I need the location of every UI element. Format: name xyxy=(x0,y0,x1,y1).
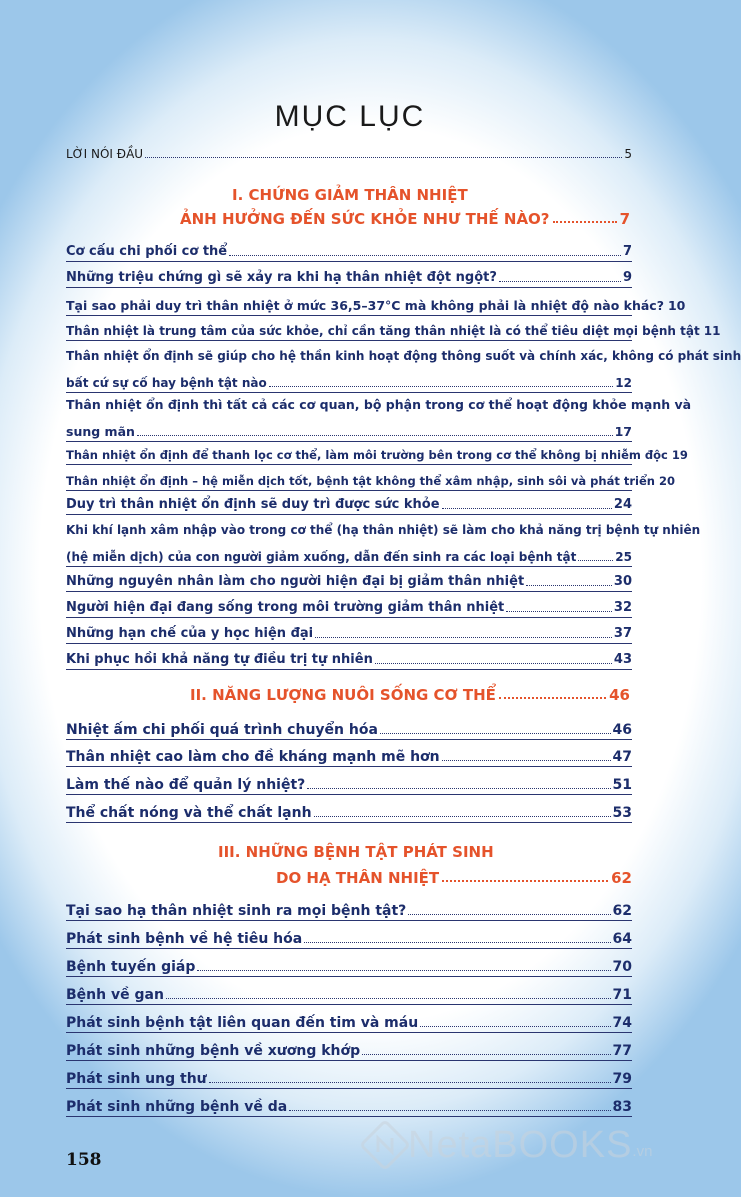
entry-page: 79 xyxy=(612,1071,632,1087)
entry-line2 xyxy=(66,375,632,393)
entry-page: 20 xyxy=(658,474,675,488)
entry-page: 30 xyxy=(613,574,632,589)
entry-text: Thân nhiệt ổn định sẽ giúp cho hệ thần kinh hoạt động thông suốt và chính xác, không có phát sinh xyxy=(66,349,741,363)
toc-entry xyxy=(66,397,692,442)
toc-entry xyxy=(66,1015,632,1033)
entry-line2 xyxy=(66,549,632,567)
toc-entry xyxy=(66,348,741,393)
entry-text: Phát sinh bệnh tật liên quan đến tim và máu xyxy=(66,1015,419,1031)
toc-entry xyxy=(66,722,632,740)
leader-dots xyxy=(506,611,612,612)
toc-entry xyxy=(66,323,721,341)
preface-page: 5 xyxy=(624,147,632,161)
entry-text: Những triệu chứng gì sẽ xảy ra khi hạ thân nhiệt đột ngột? xyxy=(66,270,497,285)
leader-dots xyxy=(362,1054,610,1055)
leader-dots xyxy=(289,1110,610,1111)
leader-dots xyxy=(307,788,610,789)
entry-page: 24 xyxy=(613,497,632,512)
entry-page: 62 xyxy=(612,903,632,919)
toc-entry xyxy=(66,805,632,823)
toc-entry xyxy=(66,473,675,491)
leader-dots xyxy=(229,255,621,256)
leader-dots xyxy=(269,386,614,387)
watermark-tld: .vn xyxy=(632,1142,653,1160)
leader-dots xyxy=(499,281,621,282)
entry-page: 11 xyxy=(703,324,721,338)
entry-text: Nhiệt ấm chi phối quá trình chuyển hóa xyxy=(66,722,378,738)
leader-dots xyxy=(197,970,610,971)
entry-page: 32 xyxy=(613,600,632,615)
entry-page: 70 xyxy=(612,959,632,975)
entry-page: 37 xyxy=(613,626,632,641)
leader-dots xyxy=(578,560,613,561)
entry-page: 17 xyxy=(614,424,632,439)
toc-entry xyxy=(66,600,632,618)
leader-dots xyxy=(526,585,612,586)
leader-dots xyxy=(442,508,612,509)
section-2-heading-text: II. NĂNG LƯỢNG NUÔI SỐNG CƠ THỂ xyxy=(190,686,496,704)
entry-text: Duy trì thân nhiệt ổn định sẽ duy trì được sức khỏe xyxy=(66,497,440,512)
leader-dots xyxy=(166,998,611,999)
page-number: 158 xyxy=(66,1150,102,1170)
leader-dots xyxy=(304,942,610,943)
leader-dots xyxy=(442,880,608,882)
entry-text: Thân nhiệt ổn định – hệ miễn dịch tốt, bệnh tật không thể xâm nhập, sinh sôi và phát triển xyxy=(66,474,655,488)
entry-text-cont: sung mãn xyxy=(66,424,135,439)
toc-entry xyxy=(66,574,632,592)
toc-entry xyxy=(66,447,688,465)
toc-entry xyxy=(66,931,632,949)
entry-page: 43 xyxy=(613,652,632,667)
entry-page: 53 xyxy=(612,805,632,821)
leader-dots xyxy=(408,914,610,915)
toc-entry xyxy=(66,298,686,316)
entry-text: Làm thế nào để quản lý nhiệt? xyxy=(66,777,306,793)
entry-text: Thân nhiệt ổn định thì tất cả các cơ quan, bộ phận trong cơ thể hoạt động khỏe mạnh và xyxy=(66,397,692,412)
netabooks-logo-icon xyxy=(362,1122,408,1168)
entry-text: Thân nhiệt cao làm cho đề kháng mạnh mẽ hơn xyxy=(66,749,440,765)
section-1-heading-text: ẢNH HƯỞNG ĐẾN SỨC KHỎE NHƯ THẾ NÀO? xyxy=(180,210,550,228)
toc-entry xyxy=(66,522,701,567)
entry-page: 12 xyxy=(615,376,632,390)
section-2-page: 46 xyxy=(609,686,630,704)
section-3-page: 62 xyxy=(611,869,632,887)
entry-text: Thể chất nóng và thể chất lạnh xyxy=(66,805,312,821)
entry-text: Thân nhiệt ổn định để thanh lọc cơ thể, làm môi trường bên trong cơ thể không bị nhiễm độc xyxy=(66,448,668,462)
entry-page: 10 xyxy=(667,298,686,313)
watermark xyxy=(362,1122,652,1168)
entry-page: 7 xyxy=(622,244,632,259)
entry-text: Những hạn chế của y học hiện đại xyxy=(66,626,314,641)
entry-page: 46 xyxy=(612,722,632,738)
entry-page: 9 xyxy=(622,270,632,285)
section-3-heading-text: DO HẠ THÂN NHIỆT xyxy=(276,869,440,887)
leader-dots xyxy=(315,637,612,638)
toc-entry xyxy=(66,270,632,288)
entry-text: Phát sinh ung thư xyxy=(66,1071,207,1087)
entry-text: Bệnh về gan xyxy=(66,987,164,1003)
entry-page: 51 xyxy=(612,777,632,793)
entry-text: Tại sao phải duy trì thân nhiệt ở mức 36,5–37°C mà không phải là nhiệt độ nào khác? xyxy=(66,298,664,313)
entry-line2 xyxy=(66,424,632,442)
preface-label: LỜI NÓI ĐẦU xyxy=(66,147,144,161)
section-1-heading-line2 xyxy=(180,210,630,228)
entry-text-cont: bất cứ sự cố hay bệnh tật nào xyxy=(66,376,267,390)
toc-entry xyxy=(66,987,632,1005)
toc-entry xyxy=(66,244,632,262)
entry-page: 64 xyxy=(612,931,632,947)
entry-text: Thân nhiệt là trung tâm của sức khỏe, chỉ cần tăng thân nhiệt là có thể tiêu diệt mọi bệnh tật xyxy=(66,324,700,338)
watermark-name: NetaBOOKS xyxy=(408,1123,633,1166)
entry-page: 25 xyxy=(615,550,632,564)
entry-page: 83 xyxy=(612,1099,632,1115)
toc-entry xyxy=(66,749,632,767)
leader-dots xyxy=(553,221,617,223)
entry-page: 19 xyxy=(671,448,688,462)
toc-entry xyxy=(66,777,632,795)
section-1-heading-line1: I. CHỨNG GIẢM THÂN NHIỆT xyxy=(232,186,468,204)
toc-entry xyxy=(66,626,632,644)
leader-dots xyxy=(420,1026,610,1027)
leader-dots xyxy=(442,760,611,761)
leader-dots xyxy=(137,435,613,436)
entry-page: 47 xyxy=(612,749,632,765)
entry-text: Phát sinh những bệnh về da xyxy=(66,1099,288,1115)
section-1-page: 7 xyxy=(619,210,630,228)
leader-dots xyxy=(209,1082,611,1083)
entry-page: 74 xyxy=(612,1015,632,1031)
entry-text-cont: (hệ miễn dịch) của con người giảm xuống, dẫn đến sinh ra các loại bệnh tật xyxy=(66,550,577,564)
preface-row xyxy=(66,146,632,163)
toc-entry xyxy=(66,959,632,977)
leader-dots xyxy=(380,733,611,734)
entry-text: Người hiện đại đang sống trong môi trường giảm thân nhiệt xyxy=(66,600,505,615)
entry-text: Khi phục hồi khả năng tự điều trị tự nhiên xyxy=(66,652,373,667)
section-2-heading xyxy=(190,686,630,704)
toc-entry xyxy=(66,497,632,515)
leader-dots xyxy=(145,157,622,158)
entry-page: 77 xyxy=(612,1043,632,1059)
entry-text: Tại sao hạ thân nhiệt sinh ra mọi bệnh tật? xyxy=(66,903,407,919)
toc-entry xyxy=(66,1043,632,1061)
entry-page: 71 xyxy=(612,987,632,1003)
toc-entry xyxy=(66,1071,632,1089)
page-title: MỤC LỤC xyxy=(274,100,426,133)
toc-entry xyxy=(66,1099,632,1117)
leader-dots xyxy=(499,697,606,699)
section-3-heading-line1: III. NHỮNG BỆNH TẬT PHÁT SINH xyxy=(218,843,494,861)
entry-text: Cơ cấu chi phối cơ thể xyxy=(66,244,228,259)
toc-entry xyxy=(66,652,632,670)
entry-text: Bệnh tuyến giáp xyxy=(66,959,196,975)
entry-text: Khi khí lạnh xâm nhập vào trong cơ thể (hạ thân nhiệt) sẽ làm cho khả năng trị bệnh tự nhiên xyxy=(66,523,701,537)
entry-text: Những nguyên nhân làm cho người hiện đại bị giảm thân nhiệt xyxy=(66,574,525,589)
leader-dots xyxy=(314,816,611,817)
leader-dots xyxy=(375,663,612,664)
toc-entry xyxy=(66,903,632,921)
section-3-heading-line2 xyxy=(276,869,632,887)
entry-text: Phát sinh những bệnh về xương khớp xyxy=(66,1043,361,1059)
entry-text: Phát sinh bệnh về hệ tiêu hóa xyxy=(66,931,303,947)
